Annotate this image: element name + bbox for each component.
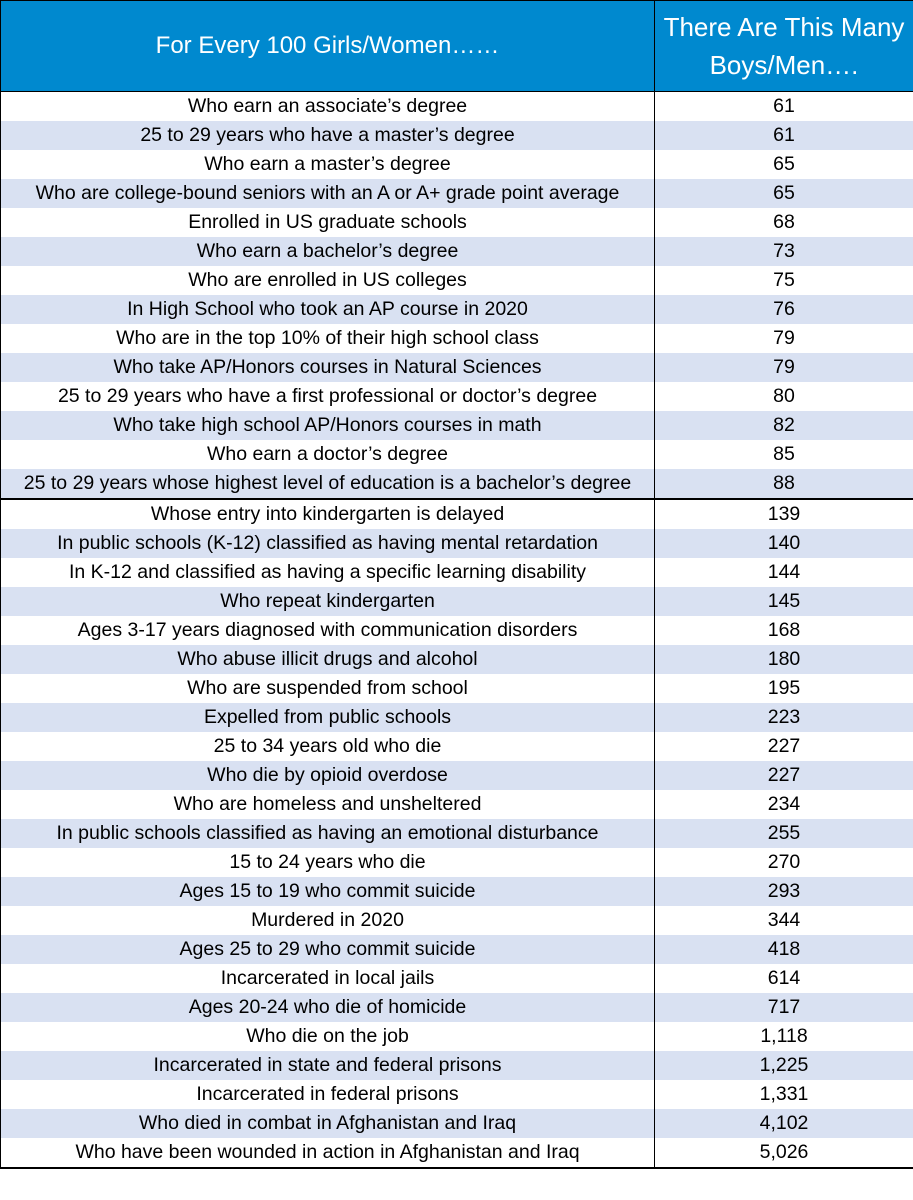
row-description: Ages 3-17 years diagnosed with communication disorders [1,616,655,645]
row-description: Who are homeless and unsheltered [1,790,655,819]
table-row [1,1080,913,1109]
row-description: Who earn a bachelor’s degree [1,237,655,266]
row-description: Who are in the top 10% of their high school class [1,324,655,353]
row-description: Who take AP/Honors courses in Natural Sciences [1,353,655,382]
table-row [1,877,913,906]
row-ratio-value: 344 [655,906,913,935]
row-description: 25 to 29 years who have a first professional or doctor’s degree [1,382,655,411]
table-row [1,295,913,324]
row-ratio-value: 180 [655,645,913,674]
row-ratio-value: 1,331 [655,1080,913,1109]
table-row [1,732,913,761]
row-ratio-value: 145 [655,587,913,616]
row-description: Who died in combat in Afghanistan and Iraq [1,1109,655,1138]
table-row [1,382,913,411]
row-ratio-value: 65 [655,179,913,208]
row-ratio-value: 139 [655,499,913,529]
table-row [1,499,913,529]
row-description: Who abuse illicit drugs and alcohol [1,645,655,674]
table-row [1,411,913,440]
table-row [1,761,913,790]
row-description: 25 to 29 years whose highest level of education is a bachelor’s degree [1,469,655,499]
row-description: Incarcerated in state and federal prisons [1,1051,655,1080]
table-row [1,1051,913,1080]
row-description: In public schools (K-12) classified as having mental retardation [1,529,655,558]
row-description: Incarcerated in local jails [1,964,655,993]
table-header [1,1,913,92]
row-description: Ages 15 to 19 who commit suicide [1,877,655,906]
row-ratio-value: 76 [655,295,913,324]
row-description: Incarcerated in federal prisons [1,1080,655,1109]
table-row [1,208,913,237]
row-ratio-value: 82 [655,411,913,440]
table-row [1,529,913,558]
table-row [1,237,913,266]
row-description: Who die on the job [1,1022,655,1051]
table-row [1,558,913,587]
table-row [1,121,913,150]
table-body [1,92,913,1169]
row-ratio-value: 223 [655,703,913,732]
table-row [1,324,913,353]
row-ratio-value: 61 [655,121,913,150]
header-row [1,1,913,92]
row-ratio-value: 80 [655,382,913,411]
row-description: Who take high school AP/Honors courses in math [1,411,655,440]
row-description: Who earn a doctor’s degree [1,440,655,469]
row-ratio-value: 85 [655,440,913,469]
table-row [1,440,913,469]
row-ratio-value: 61 [655,92,913,122]
table-row [1,587,913,616]
table-row [1,993,913,1022]
row-ratio-value: 270 [655,848,913,877]
row-description: 25 to 34 years old who die [1,732,655,761]
row-description: Who are college-bound seniors with an A or A+ grade point average [1,179,655,208]
row-ratio-value: 5,026 [655,1138,913,1168]
row-description: Who are suspended from school [1,674,655,703]
table-row [1,674,913,703]
row-description: Who have been wounded in action in Afghanistan and Iraq [1,1138,655,1168]
row-ratio-value: 79 [655,353,913,382]
table-row [1,935,913,964]
row-description: Who repeat kindergarten [1,587,655,616]
row-ratio-value: 4,102 [655,1109,913,1138]
table-row [1,848,913,877]
row-ratio-value: 168 [655,616,913,645]
table-row [1,469,913,499]
row-ratio-value: 144 [655,558,913,587]
table-row [1,353,913,382]
table-row [1,179,913,208]
row-ratio-value: 1,118 [655,1022,913,1051]
row-ratio-value: 195 [655,674,913,703]
row-description: Ages 20-24 who die of homicide [1,993,655,1022]
table-row [1,790,913,819]
row-description: Enrolled in US graduate schools [1,208,655,237]
row-description: 25 to 29 years who have a master’s degree [1,121,655,150]
table-row [1,906,913,935]
row-ratio-value: 75 [655,266,913,295]
row-ratio-value: 68 [655,208,913,237]
row-ratio-value: 65 [655,150,913,179]
table-row [1,1022,913,1051]
row-description: Who die by opioid overdose [1,761,655,790]
row-description: Ages 25 to 29 who commit suicide [1,935,655,964]
row-description: Whose entry into kindergarten is delayed [1,499,655,529]
table-row [1,1109,913,1138]
row-ratio-value: 73 [655,237,913,266]
row-description: Who earn an associate’s degree [1,92,655,122]
row-ratio-value: 227 [655,732,913,761]
row-ratio-value: 234 [655,790,913,819]
table-row [1,150,913,179]
row-ratio-value: 1,225 [655,1051,913,1080]
row-description: Expelled from public schools [1,703,655,732]
table-row [1,645,913,674]
row-ratio-value: 227 [655,761,913,790]
row-description: Murdered in 2020 [1,906,655,935]
row-description: Who earn a master’s degree [1,150,655,179]
table-row [1,964,913,993]
table-row [1,1138,913,1168]
row-description: In K-12 and classified as having a specific learning disability [1,558,655,587]
row-description: In public schools classified as having an emotional disturbance [1,819,655,848]
table-row [1,819,913,848]
row-description: 15 to 24 years who die [1,848,655,877]
row-ratio-value: 614 [655,964,913,993]
table-row [1,92,913,122]
row-ratio-value: 717 [655,993,913,1022]
table-row [1,703,913,732]
row-ratio-value: 88 [655,469,913,499]
row-ratio-value: 79 [655,324,913,353]
row-ratio-value: 255 [655,819,913,848]
table-row [1,266,913,295]
row-ratio-value: 293 [655,877,913,906]
column-header-boys-men: There Are This Many Boys/Men…. [655,1,913,92]
row-description: Who are enrolled in US colleges [1,266,655,295]
table-row [1,616,913,645]
row-description: In High School who took an AP course in 2020 [1,295,655,324]
column-header-girls-women: For Every 100 Girls/Women…… [1,1,655,92]
row-ratio-value: 418 [655,935,913,964]
row-ratio-value: 140 [655,529,913,558]
